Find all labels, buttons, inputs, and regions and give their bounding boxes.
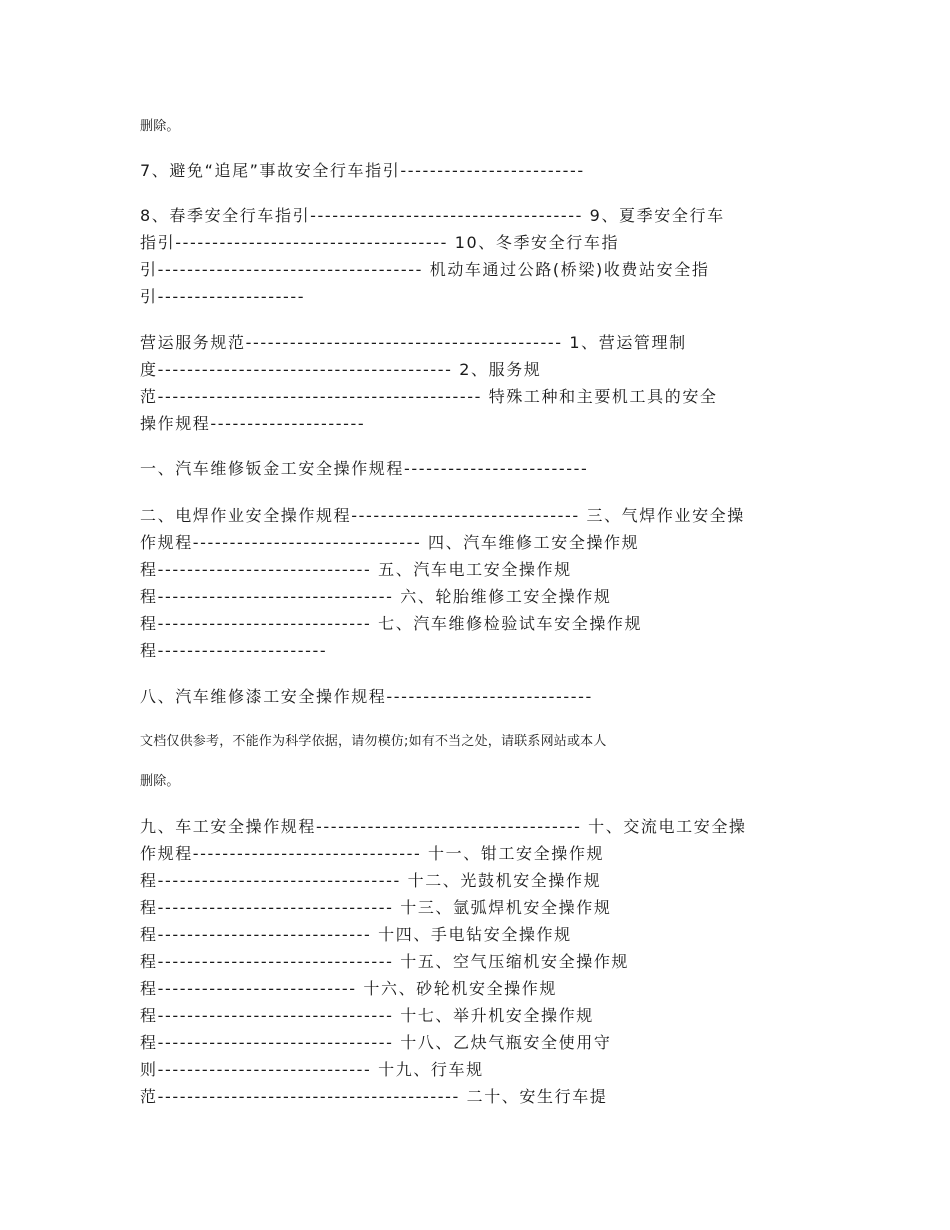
toc-line: 7、避免“追尾”事故安全行车指引------------------------- [140,161,585,180]
toc-line: 作规程------------------------------- 四、汽车维修工安全操作规 [140,533,640,552]
disclaimer-line: 文档仅供参考，不能作为科学依据，请勿模仿;如有不当之处，请联系网站或本人 [140,734,607,749]
toc-line: 程--------------------------------- 十二、光鼓机安全操作规 [140,871,602,890]
toc-line: 二、电焊作业安全操作规程------------------------------- 三、气焊作业安全操 [140,506,745,525]
toc-line: 程----------------------------- 五、汽车电工安全操作规 [140,560,572,579]
toc-line: 范-------------------------------------------- 特殊工种和主要机工具的安全 [140,387,718,406]
note-delete-line: 删除。 [140,774,180,789]
toc-line: 八、汽车维修漆工安全操作规程---------------------------- [140,687,593,706]
toc-line: 程--------------------------- 十六、砂轮机安全操作规 [140,979,557,998]
toc-line: 8、春季安全行车指引------------------------------------- 9、夏季安全行车 [140,206,725,225]
toc-line: 程-------------------------------- 十七、举升机安全操作规 [140,1006,594,1025]
toc-line: 程----------------------------- 十四、手电钻安全操作规 [140,925,572,944]
note-delete-line: 删除。 [140,119,180,134]
toc-line: 程-------------------------------- 十八、乙炔气瓶安全使用守 [140,1033,612,1052]
toc-line: 范----------------------------------------- 二十、安生行车提 [140,1087,608,1106]
toc-line: 营运服务规范------------------------------------------- 1、营运管理制 [140,333,687,352]
toc-line: 引-------------------- [140,287,306,306]
toc-line: 操作规程--------------------- [140,414,366,433]
toc-line: 则----------------------------- 十九、行车规 [140,1060,484,1079]
toc-line: 程----------------------------- 七、汽车维修检验试车安全操作规 [140,614,643,633]
toc-line: 程----------------------- [140,641,328,660]
toc-line: 程-------------------------------- 十三、氩弧焊机安全操作规 [140,898,612,917]
toc-line: 指引------------------------------------- 10、冬季安全行车指 [140,233,620,252]
toc-line: 度---------------------------------------- 2、服务规 [140,360,542,379]
toc-line: 一、汽车维修钣金工安全操作规程------------------------- [140,459,589,478]
toc-line: 作规程------------------------------- 十一、钳工安全操作规 [140,844,605,863]
toc-line: 程-------------------------------- 十五、空气压缩机安全操作规 [140,952,630,971]
toc-line: 九、车工安全操作规程------------------------------------ 十、交流电工安全操 [140,817,747,836]
toc-line: 引------------------------------------ 机动车通过公路(桥梁)收费站安全指 [140,260,710,279]
toc-line: 程-------------------------------- 六、轮胎维修工安全操作规 [140,587,612,606]
